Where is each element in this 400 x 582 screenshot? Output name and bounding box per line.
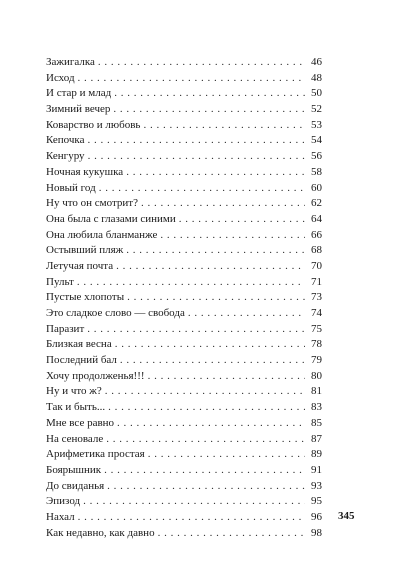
toc-entry-page: 79 <box>311 354 322 367</box>
toc-entry-title: Она была с глазами синими <box>46 212 176 225</box>
dot-leader <box>88 133 306 149</box>
toc-entry-title: Нахал <box>46 510 75 523</box>
toc-entry-title: До свиданья <box>46 479 105 492</box>
toc-entry-title: Кенгуру <box>46 150 85 163</box>
dot-leader <box>77 275 305 291</box>
toc-entry-page: 54 <box>311 134 322 147</box>
dot-leader <box>108 400 305 416</box>
toc-entry-page: 46 <box>311 56 322 68</box>
toc-entry <box>46 353 322 369</box>
toc-entry-title: Так и быть... <box>46 401 106 414</box>
toc-entry-title: Кепочка <box>46 134 85 147</box>
dot-leader <box>179 212 305 228</box>
toc-entry <box>46 228 322 244</box>
toc-entry-page: 98 <box>311 526 322 539</box>
toc-entry-title: Летучая почта <box>46 259 114 272</box>
toc-entry-title: Ночная кукушка <box>46 165 124 178</box>
toc-entry-title: Близкая весна <box>46 338 112 351</box>
toc-entry-title: Арифметика простая <box>46 448 145 461</box>
toc-entry-page: 89 <box>311 448 322 461</box>
toc-entry-page: 60 <box>311 181 322 194</box>
toc-entry <box>46 165 322 181</box>
toc-entry <box>46 71 322 87</box>
toc-entry-page: 70 <box>311 259 322 272</box>
dot-leader <box>120 353 305 369</box>
toc-entry-title: Как недавно, как давно <box>46 526 155 539</box>
toc-entry-title: И стар и млад <box>46 87 112 100</box>
dot-leader <box>126 165 305 181</box>
toc-entry <box>46 463 322 479</box>
toc-entry <box>46 275 322 291</box>
toc-entry-page: 53 <box>311 118 322 131</box>
toc-entry <box>46 196 322 212</box>
toc-entry-page: 81 <box>311 385 322 398</box>
dot-leader <box>88 149 305 165</box>
dot-leader <box>107 479 305 495</box>
toc-entry <box>46 290 322 306</box>
dot-leader <box>98 55 305 71</box>
page-number: 345 <box>338 510 355 522</box>
toc-entry <box>46 322 322 338</box>
dot-leader <box>160 228 305 244</box>
toc-entry <box>46 259 322 275</box>
toc-entry-title: Хочу продолженья!!! <box>46 369 145 382</box>
toc-entry <box>46 118 322 134</box>
toc-entry-page: 87 <box>311 432 322 445</box>
dot-leader <box>78 510 305 526</box>
toc-entry-title: Мне все равно <box>46 416 115 429</box>
toc-entry-page: 52 <box>311 103 322 116</box>
dot-leader <box>114 86 305 102</box>
toc-entry <box>46 212 322 228</box>
dot-leader <box>148 447 305 463</box>
toc-entry-page: 71 <box>311 275 322 288</box>
toc-entry <box>46 494 322 510</box>
toc-entry <box>46 181 322 197</box>
dot-leader <box>104 463 305 479</box>
toc-entry-page: 91 <box>311 463 322 476</box>
toc-entry-page: 56 <box>311 150 322 163</box>
toc-entry-title: Ну что он смотрит? <box>46 197 138 210</box>
toc-entry-page: 83 <box>311 401 322 414</box>
dot-leader <box>105 384 305 400</box>
toc-entry-page: 68 <box>311 244 322 257</box>
toc-entry <box>46 479 322 495</box>
toc-entry <box>46 102 322 118</box>
toc-entry-page: 75 <box>311 322 322 335</box>
toc-entry-title: Ну и что ж? <box>46 385 102 398</box>
toc-entry-title: На сеновале <box>46 432 104 445</box>
toc-entry-page: 96 <box>311 510 322 523</box>
toc-entry-title: Зимний вечер <box>46 103 111 116</box>
toc-entry-page: 95 <box>311 495 322 508</box>
toc-entry <box>46 86 322 102</box>
dot-leader <box>113 102 305 118</box>
toc-entry <box>46 400 322 416</box>
toc-entry-page: 73 <box>311 291 322 304</box>
dot-leader <box>158 526 305 542</box>
toc-entry-page: 78 <box>311 338 322 351</box>
dot-leader <box>87 322 305 338</box>
toc-entry-title: Зажигалка <box>46 56 95 68</box>
toc-entry-title: Остывший пляж <box>46 244 124 257</box>
dot-leader <box>148 369 305 385</box>
toc-entry-title: Коварство и любовь <box>46 118 141 131</box>
toc-entry-title: Пульт <box>46 275 74 288</box>
toc-entry-page: 74 <box>311 307 322 319</box>
dot-leader <box>116 259 305 275</box>
toc-entry-page: 58 <box>311 165 322 178</box>
toc-entry-page: 62 <box>311 197 322 210</box>
table-of-contents <box>46 55 322 541</box>
dot-leader <box>188 306 305 322</box>
toc-entry <box>46 384 322 400</box>
toc-entry <box>46 432 322 448</box>
toc-entry <box>46 306 322 322</box>
toc-entry <box>46 133 322 149</box>
toc-entry-title: Новый год <box>46 181 96 194</box>
toc-entry <box>46 510 322 526</box>
dot-leader <box>115 337 305 353</box>
dot-leader <box>143 118 305 134</box>
toc-entry-title: Это сладкое слово — свобода <box>46 307 185 319</box>
toc-entry <box>46 55 322 71</box>
toc-entry <box>46 526 322 542</box>
dot-leader <box>99 181 305 197</box>
toc-entry <box>46 149 322 165</box>
toc-entry-title: Эпизод <box>46 495 81 508</box>
dot-leader <box>106 432 305 448</box>
dot-leader <box>78 71 305 87</box>
dot-leader <box>126 243 305 259</box>
toc-entry-title: Боярышник <box>46 463 102 476</box>
toc-entry-title: Она любила бланманже <box>46 228 158 241</box>
toc-entry-title: Исход <box>46 71 75 84</box>
toc-entry-page: 50 <box>311 87 322 100</box>
toc-entry <box>46 369 322 385</box>
toc-entry-title: Последний бал <box>46 354 117 367</box>
toc-entry-page: 85 <box>311 416 322 429</box>
dot-leader <box>127 290 305 306</box>
toc-entry <box>46 243 322 259</box>
toc-entry-page: 64 <box>311 212 322 225</box>
dot-leader <box>141 196 305 212</box>
toc-entry-title: Пустые хлопоты <box>46 291 125 304</box>
toc-entry-page: 48 <box>311 71 322 84</box>
toc-entry <box>46 337 322 353</box>
toc-entry-page: 80 <box>311 369 322 382</box>
toc-entry <box>46 416 322 432</box>
toc-entry-page: 93 <box>311 479 322 492</box>
dot-leader <box>83 494 305 510</box>
dot-leader <box>117 416 305 432</box>
toc-entry <box>46 447 322 463</box>
toc-entry-title: Паразит <box>46 322 85 335</box>
toc-entry-page: 66 <box>311 228 322 241</box>
